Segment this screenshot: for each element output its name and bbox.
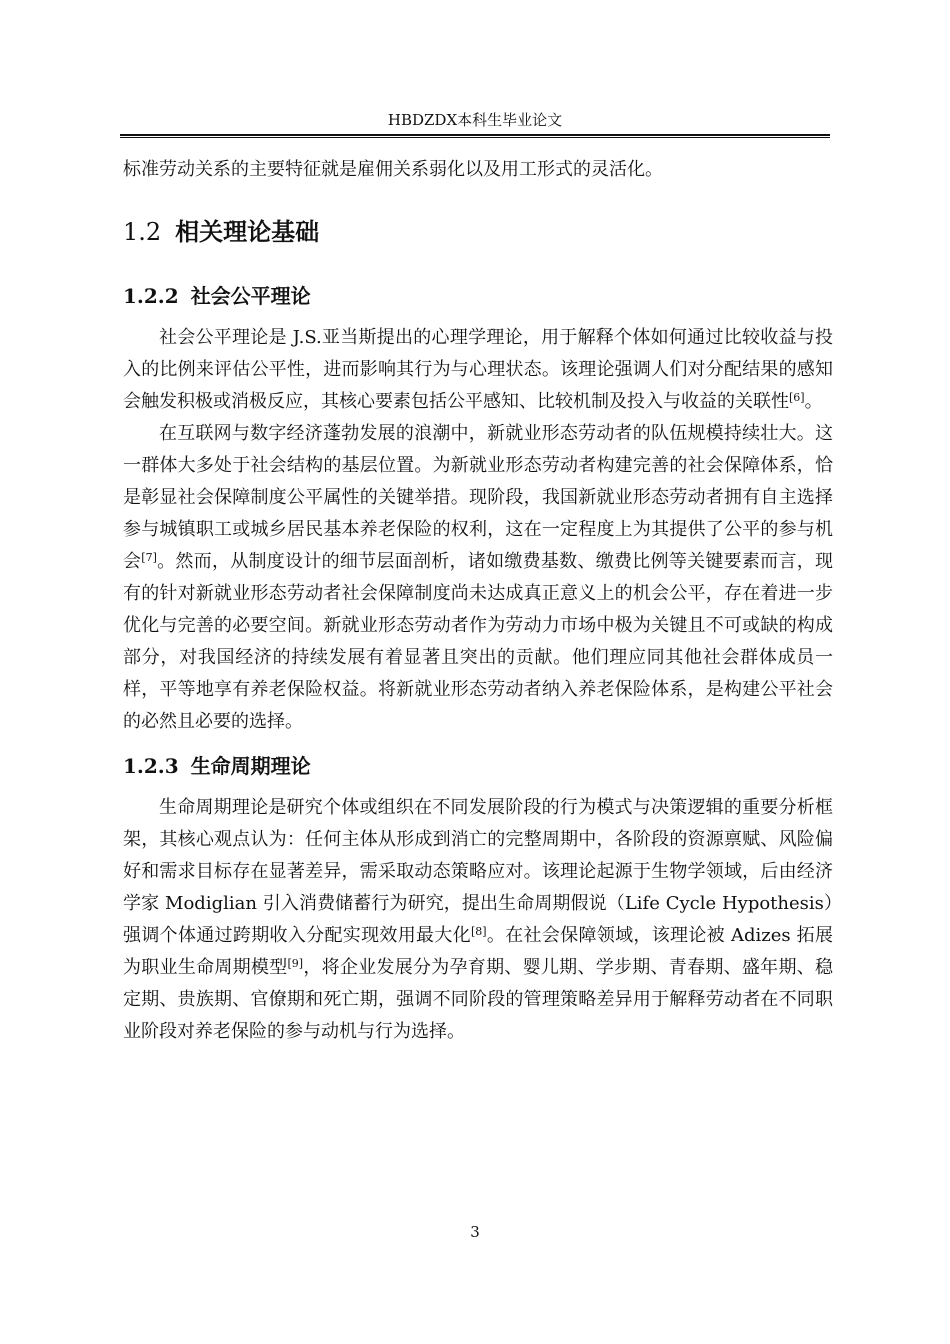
subsection-title: 生命周期理论	[190, 754, 311, 778]
running-header: HBDZDX本科生毕业论文	[387, 111, 563, 129]
paragraph-text: 在互联网与数字经济蓬勃发展的浪潮中，新就业形态劳动者的队伍规模持续壮大。这一群体大多处于社会结构的基层位置。为新就业形态劳动者构建完善的社会保障体系，恰是彰显社会保障制度公平属性的关键举措。现阶段，我国新就业形态劳动者拥有自主选择参与城镇职工或城乡居民基本养老保险的权利，这在一定程度上为其提供了公平的参与机会	[123, 423, 833, 572]
paragraph-text-end: ，将企业发展分为孕育期、婴儿期、学步期、青春期、盛年期、稳定期、贵族期、官僚期和死亡期，强调不同阶段的管理策略差异用于解释劳动者在不同职业阶段对养老保险的参与动机与行为选择。	[123, 957, 834, 1042]
section-number: 1.2	[123, 218, 162, 246]
paragraph-text-cont: 。在社会保障领域，该理论被 Adizes 拓展为职业生命周期模型	[123, 925, 833, 978]
header-rule	[120, 134, 830, 138]
section-heading	[123, 212, 833, 252]
citation-6: [6]	[789, 391, 805, 404]
paragraph-new-workers	[123, 418, 833, 738]
paragraph-text-end: 。	[804, 391, 823, 412]
subsection-number: 1.2.3	[123, 754, 179, 778]
subsection-heading-life-cycle	[123, 750, 833, 782]
page-body	[123, 154, 833, 1048]
subsection-number: 1.2.2	[123, 284, 179, 308]
paragraph-text: 生命周期理论是研究个体或组织在不同发展阶段的行为模式与决策逻辑的重要分析框架，其核心观点认为：任何主体从形成到消亡的完整周期中，各阶段的资源禀赋、风险偏好和需求目标存在显著差异，需采取动态策略应对。该理论起源于生物学领域，后由经济学家 Modiglian 引入消费储蓄行为研究，提出生命周期假说（Life Cycle Hypothesis）强调个体通过跨期收入分配实现效用最大化	[123, 797, 833, 946]
subsection-heading-social-equity	[123, 280, 833, 312]
intro-line: 标准劳动关系的主要特征就是雇佣关系弱化以及用工形式的灵活化。	[123, 159, 663, 180]
subsection-title: 社会公平理论	[190, 284, 311, 308]
paragraph-life-cycle	[123, 792, 833, 1048]
paragraph-equity-theory	[123, 322, 833, 418]
page-number: 3	[470, 1223, 480, 1241]
paragraph-text-cont: 。然而，从制度设计的细节层面剖析，诸如缴费基数、缴费比例等关键要素而言，现有的针对新就业形态劳动者社会保障制度尚未达成真正意义上的机会公平，存在着进一步优化与完善的必要空间。新就业形态劳动者作为劳动力市场中极为关键且不可或缺的构成部分，对我国经济的持续发展有着显著且突出的贡献。他们理应同其他社会群体成员一样，平等地享有养老保险权益。将新就业形态劳动者纳入养老保险体系，是构建公平社会的必然且必要的选择。	[123, 551, 834, 732]
citation-7: [7]	[141, 551, 157, 564]
citation-8: [8]	[470, 925, 487, 938]
section-title: 相关理论基础	[175, 218, 320, 246]
citation-9: [9]	[287, 957, 304, 970]
paragraph-text: 社会公平理论是 J.S.亚当斯提出的心理学理论，用于解释个体如何通过比较收益与投入的比例来评估公平性，进而影响其行为与心理状态。该理论强调人们对分配结果的感知会触发积极或消极反应，其核心要素包括公平感知、比较机制及投入与收益的关联性	[123, 327, 833, 412]
